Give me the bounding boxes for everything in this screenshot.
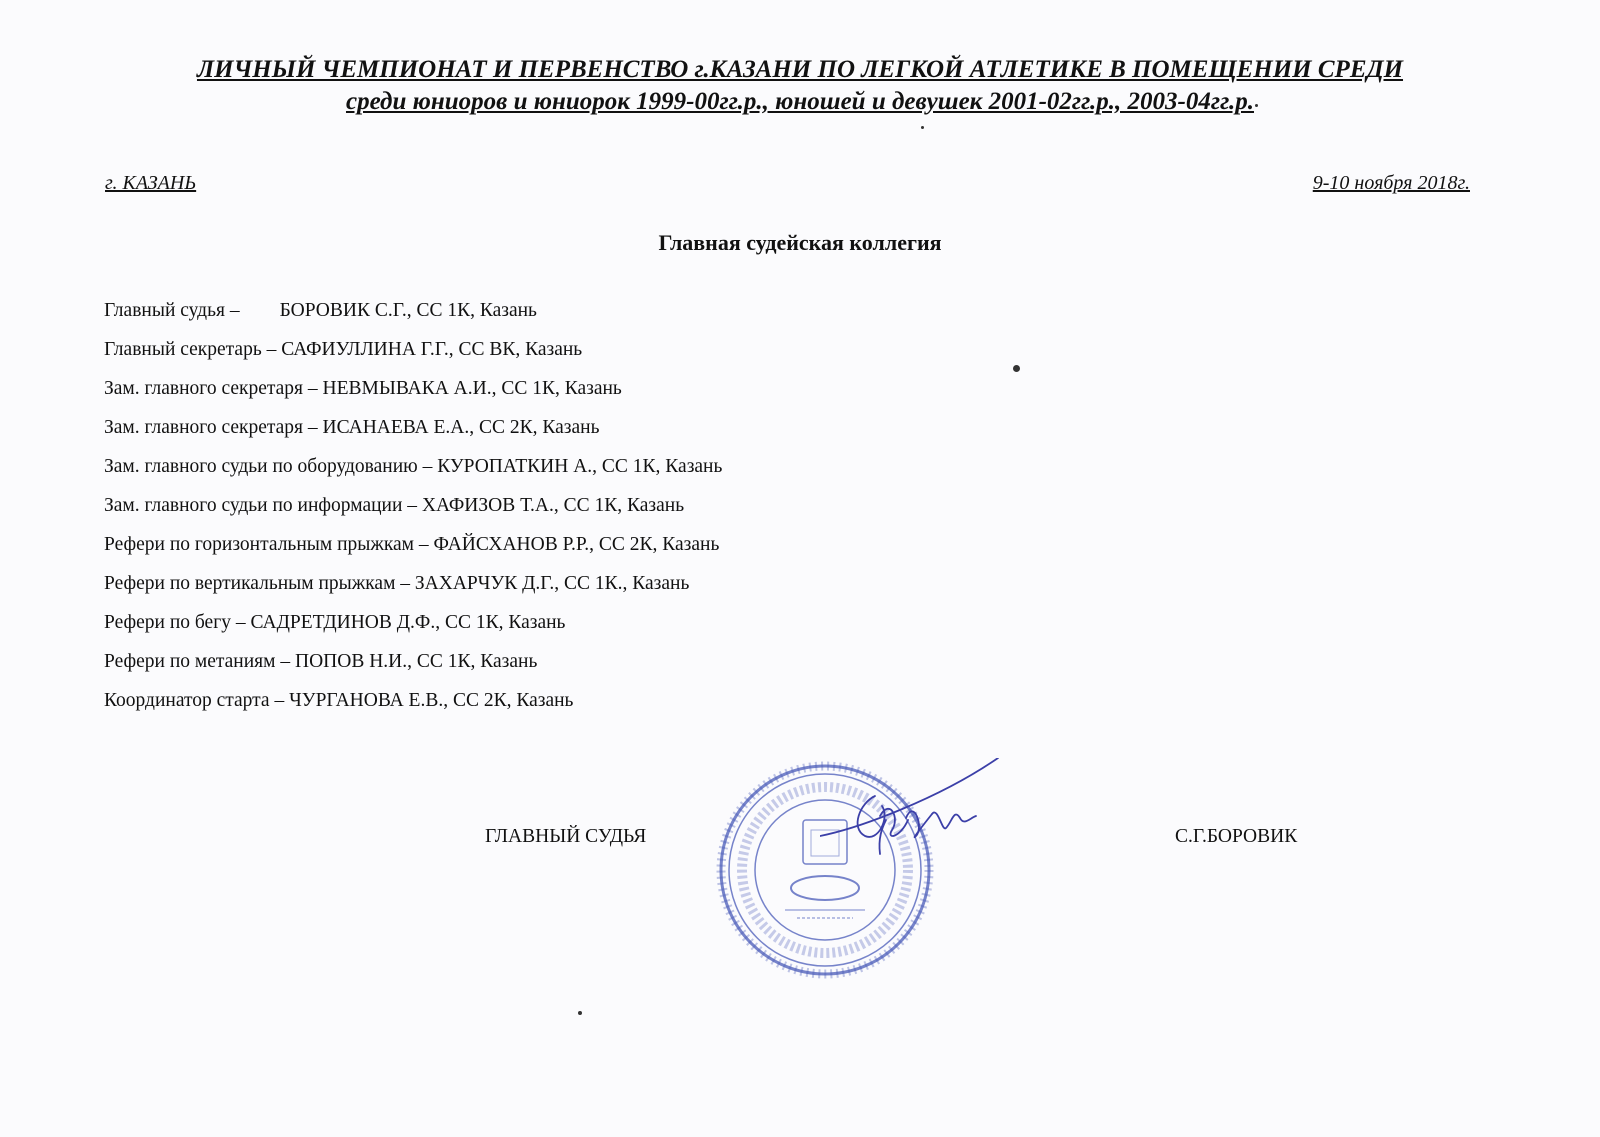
- board-role: Главный судья –: [104, 300, 240, 321]
- signature-name: С.Г.БОРОВИК: [1175, 826, 1298, 847]
- board-person: ЧУРГАНОВА Е.В., СС 2К, Казань: [289, 690, 574, 711]
- document-subtitle: среди юниоров и юниорок 1999-00гг.р., юношей и девушек 2001-02гг.р., 2003-04гг.р.: [345, 88, 1254, 115]
- board-member: [104, 690, 722, 729]
- board-role: Координатор старта –: [104, 690, 285, 711]
- board-role: Зам. главного судьи по информации –: [104, 495, 418, 516]
- board-person: ИСАНАЕВА Е.А., СС 2К, Казань: [322, 417, 600, 438]
- board-member: [104, 573, 722, 612]
- event-city: г. КАЗАНЬ: [105, 172, 197, 194]
- board-member: [104, 534, 722, 573]
- document-title: ЛИЧНЫЙ ЧЕМПИОНАТ И ПЕРВЕНСТВО г.КАЗАНИ ПО ЛЕГКОЙ АТЛЕТИКЕ В ПОМЕЩЕНИИ СРЕДИ: [196, 56, 1404, 83]
- board-member: [104, 339, 722, 378]
- board-member: [104, 612, 722, 651]
- board-role: Зам. главного судьи по оборудованию –: [104, 456, 433, 477]
- board-person: ЗАХАРЧУК Д.Г., СС 1К., Казань: [414, 573, 690, 594]
- board-person: САДРЕТДИНОВ Д.Ф., СС 1К, Казань: [250, 612, 566, 633]
- event-date: 9-10 ноября 2018г.: [1312, 172, 1470, 194]
- board-role: Рефери по бегу –: [104, 612, 246, 633]
- board-member: [104, 417, 722, 456]
- board-person: КУРОПАТКИН А., СС 1К, Казань: [437, 456, 723, 477]
- signature-title: ГЛАВНЫЙ СУДЬЯ: [485, 826, 647, 847]
- judging-board-list: [104, 300, 722, 729]
- board-role: Зам. главного секретаря –: [104, 417, 318, 438]
- scan-speck: [921, 126, 924, 129]
- board-role: Рефери по вертикальным прыжкам –: [104, 573, 411, 594]
- board-member: [104, 378, 722, 417]
- board-person: ХАФИЗОВ Т.А., СС 1К, Казань: [421, 495, 685, 516]
- handwritten-signature: [820, 758, 1030, 878]
- section-heading: Главная судейская коллегия: [658, 230, 942, 255]
- scan-speck: [578, 1011, 582, 1015]
- board-member: [104, 300, 722, 339]
- board-role: Главный секретарь –: [104, 339, 277, 360]
- board-person: ФАЙСХАНОВ Р.Р., СС 2К, Казань: [433, 534, 720, 555]
- board-role: Зам. главного секретаря –: [104, 378, 318, 399]
- board-member: [104, 651, 722, 690]
- board-person: БОРОВИК С.Г., СС 1К, Казань: [279, 300, 537, 321]
- board-role: Рефери по горизонтальным прыжкам –: [104, 534, 429, 555]
- scan-speck: [1255, 104, 1258, 107]
- board-member: [104, 456, 722, 495]
- board-member: [104, 495, 722, 534]
- board-person: ПОПОВ Н.И., СС 1К, Казань: [294, 651, 538, 672]
- scan-speck: [1013, 365, 1020, 372]
- board-role: Рефери по метаниям –: [104, 651, 291, 672]
- board-person: САФИУЛЛИНА Г.Г., СС ВК, Казань: [281, 339, 583, 360]
- board-person: НЕВМЫВАКА А.И., СС 1К, Казань: [322, 378, 622, 399]
